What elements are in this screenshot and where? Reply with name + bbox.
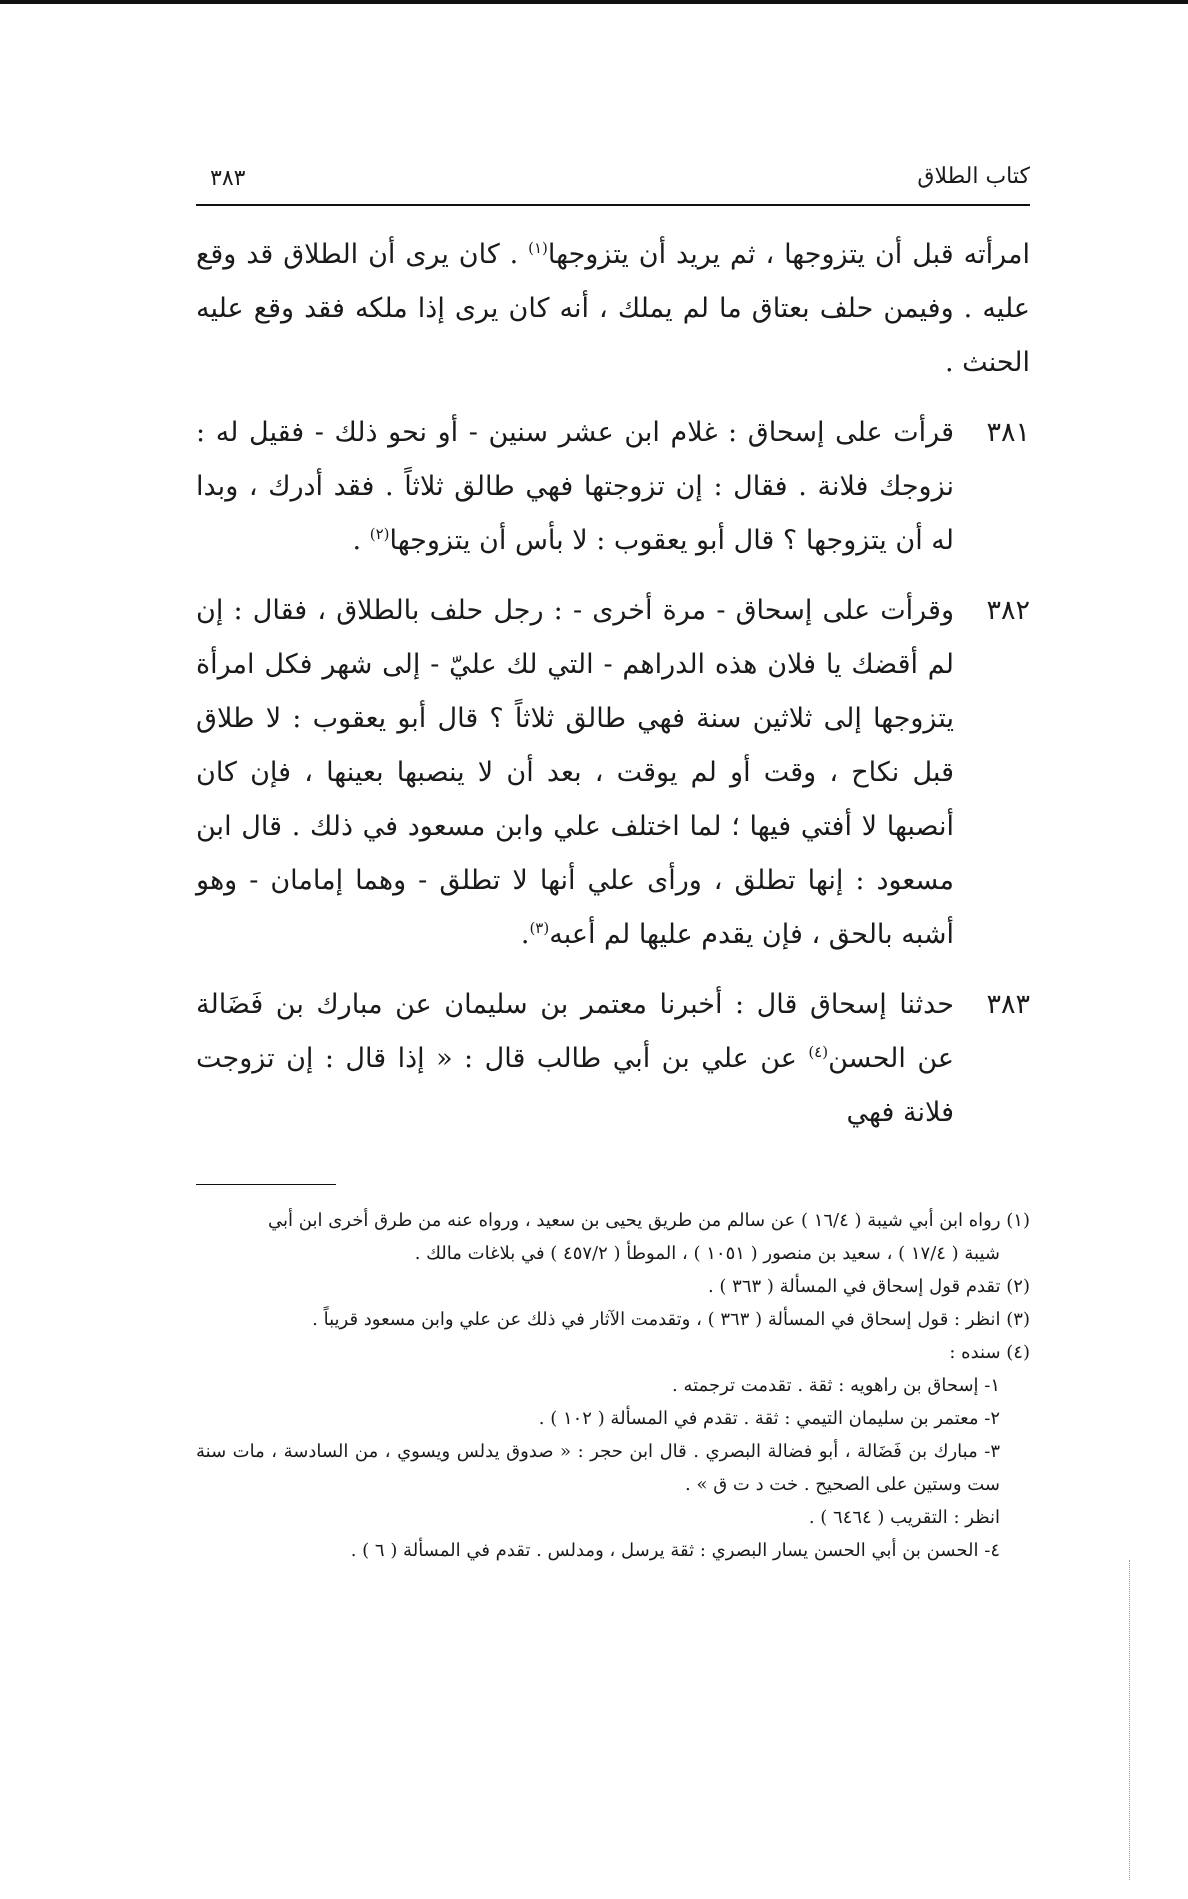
footnote-rule (196, 1184, 336, 1185)
footnote-4-item: انظر : التقريب ( ٦٤٦٤ ) . (808, 1507, 1000, 1528)
intro-text: امرأته قبل أن يتزوجها ، ثم يريد أن يتزوجها (547, 239, 1030, 270)
entry-382 (196, 584, 1030, 962)
entry-number: ٣٨٣ (986, 989, 1030, 1020)
entry-body: قرأت على إسحاق : غلام ابن عشر سنين - أو نحو ذلك - فقيل له : نزوجك فلانة . فقال : إن تزوجتها فهي طالق ثلاثاً . فقد أدرك ، وبدا له أن يتزوجها ؟ قال أبو يعقوب : لا بأس أن يتزوجها (196, 417, 954, 556)
footnote-4-item: ٢- معتمر بن سليمان التيمي : ثقة . تقدم في المسألة ( ١٠٢ ) . (538, 1408, 1000, 1429)
entry-text (196, 978, 954, 1140)
page-body (196, 160, 1030, 1156)
footnote-4-item: ٣- مبارك بن فَضَالة ، أبو فضالة البصري . قال ابن حجر : « صدوق يدلس ويسوي ، من السادسة ، مات سنة ست وستين على الصحيح . خت د ت ق » . (196, 1441, 1000, 1495)
entry-383 (196, 978, 1030, 1140)
entry-tail: عن علي بن أبي طالب قال : « إذا قال : إن تزوجت فلانة فهي (196, 1043, 954, 1128)
entry-text (196, 584, 954, 962)
entry-body: حدثنا إسحاق قال : أخبرنا معتمر بن سليمان عن مبارك بن فَضَالة عن الحسن (196, 989, 955, 1074)
running-header (196, 160, 1030, 210)
entry-text (196, 406, 954, 568)
footnote-ref: (١) (528, 239, 548, 257)
footnote-2: (٢) تقدم قول إسحاق في المسألة ( ٣٦٣ ) . (707, 1276, 1030, 1297)
footnote-3: (٣) انظر : قول إسحاق في المسألة ( ٣٦٣ ) ، وتقدمت الآثار في ذلك عن علي وابن مسعود قريباً . (312, 1309, 1030, 1330)
entry-tail: . (352, 525, 370, 556)
page-top-border (0, 0, 1188, 4)
footnote-4: (٤) سنده : (949, 1342, 1030, 1363)
chapter-title: كتاب الطلاق (917, 164, 1030, 189)
entry-number: ٣٨١ (986, 417, 1030, 448)
footnote-4-item: ٤- الحسن بن أبي الحسن يسار البصري : ثقة يرسل ، ومدلس . تقدم في المسألة ( ٦ ) . (350, 1540, 1000, 1561)
footnote-1: (١) رواه ابن أبي شيبة ( ١٦/٤ ) عن سالم من طريق يحيى بن سعيد ، ورواه عنه من طرق أخرى ابن أبي (268, 1210, 1030, 1231)
footnote-1-cont: شيبة ( ١٧/٤ ) ، سعيد بن منصور ( ١٠٥١ ) ، الموطأ ( ٤٥٧/٢ ) في بلاغات مالك . (414, 1243, 1000, 1264)
footnote-ref: (٣) (529, 919, 550, 937)
footnote-ref: (٤) (808, 1043, 829, 1061)
page-number: ٣٨٣ (210, 166, 246, 191)
footnote-4-item: ١- إسحاق بن راهويه : ثقة . تقدمت ترجمته . (672, 1375, 1000, 1396)
footnote-ref: (٢) (369, 525, 390, 543)
footnotes (196, 1190, 1030, 1567)
intro-text-rest: . كان يرى أن الطلاق قد وقع عليه . وفيمن حلف بعتاق ما لم يملك ، أنه كان يرى إذا ملكه فقد وقع عليه الحنث . (196, 239, 1030, 378)
main-text (196, 228, 1030, 1140)
intro-paragraph (196, 228, 1030, 390)
entry-number: ٣٨٢ (986, 595, 1030, 626)
scan-edge-mark (1128, 1560, 1130, 1880)
entry-tail: . (520, 919, 530, 950)
entry-381 (196, 406, 1030, 568)
entry-body: وقرأت على إسحاق - مرة أخرى - : رجل حلف بالطلاق ، فقال : إن لم أقضك يا فلان هذه الدراهم - التي لك عليّ - إلى شهر فكل امرأة يتزوجها إلى ثلاثين سنة فهي طالق ثلاثاً ؟ قال أبو يعقوب : لا طلاق قبل نكاح ، وقت أو لم يوقت ، بعد أن لا ينصبها بعينها ، فإن كان أنصبها لا أفتي فيها ؛ لما اختلف علي وابن مسعود في ذلك . قال ابن مسعود : إنها تطلق ، ورأى علي أنها لا تطلق - وهما إمامان - وهو أشبه بالحق ، فإن يقدم عليها لم أعبه (196, 595, 955, 950)
header-rule (196, 204, 1030, 206)
footnotes-section (196, 1190, 1030, 1567)
